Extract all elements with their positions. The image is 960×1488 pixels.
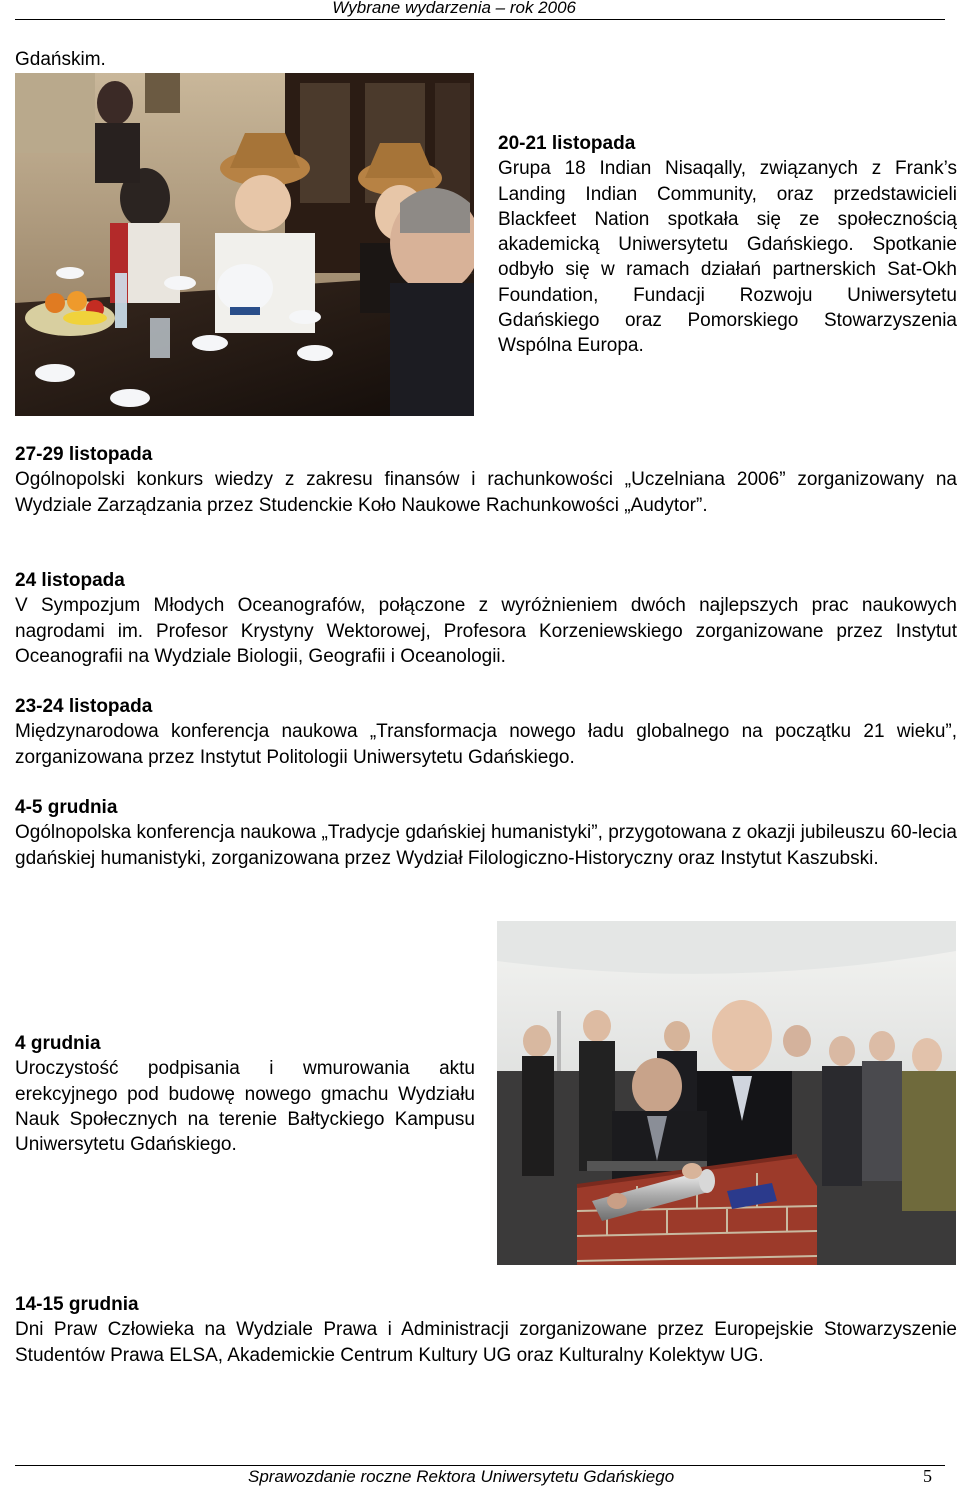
event-description: Ogólnopolska konferencja naukowa „Tradycje gdańskiej humanistyki”, przygotowana z okazji jubileuszu 60-lecia gdańskiej humanistyki, zorganizowana przez Wydział Filologiczno-Historyczny oraz Instytut Kaszubski.: [15, 822, 957, 869]
event-date: 27-29 listopada: [15, 444, 153, 465]
intro-text: Gdańskim.: [15, 49, 106, 70]
footer-rule: [15, 1465, 945, 1466]
event-23-24-listopada: [15, 694, 957, 770]
event-20-21-listopada: [498, 131, 957, 359]
header-rule: [15, 19, 945, 20]
event-description: Ogólnopolski konkurs wiedzy z zakresu finansów i rachunkowości „Uczelniana 2006” zorganizowany na Wydziale Zarządzania przez Studenckie Koło Naukowe Rachunkowości „Audytor”.: [15, 469, 957, 516]
running-footer: Sprawozdanie roczne Rektora Uniwersytetu Gdańskiego: [248, 1467, 675, 1486]
page-number: 5: [923, 1466, 932, 1486]
event-24-listopada: [15, 568, 957, 669]
running-header: Wybrane wydarzenia – rok 2006: [332, 0, 576, 17]
photo-cornerstone-ceremony: [497, 921, 956, 1265]
event-description: Grupa 18 Indian Nisaqally, związanych z Frank’s Landing Indian Community, oraz przedstawicieli Blackfeet Nation spotkała się ze społecznością akademicką Uniwersytetu Gdańskiego. Spotkanie odbyło się w ramach działań partnerskich Sat-Okh Foundation, Fundacji Rozwoju Uniwersytetu Gdańskiego oraz Pomorskiego Stowarzyszenia Wspólna Europa.: [498, 158, 957, 357]
event-description: Dni Praw Człowieka na Wydziale Prawa i Administracji zorganizowane przez Europejskie Stowarzyszenie Studentów Prawa ELSA, Akademickie Centrum Kultury UG oraz Kulturalny Kolektyw UG.: [15, 1319, 957, 1366]
event-4-5-grudnia: [15, 795, 957, 871]
event-description: Międzynarodowa konferencja naukowa „Transformacja nowego ładu globalnego na początku 21 wieku”, zorganizowana przez Instytut Politologii Uniwersytetu Gdańskiego.: [15, 721, 957, 768]
event-description: Uroczystość podpisania i wmurowania aktu erekcyjnego pod budowę nowego gmachu Wydziału Nauk Społecznych na terenie Bałtyckiego Kampusu Uniwersytetu Gdańskiego.: [15, 1058, 475, 1156]
event-date: 4 grudnia: [15, 1033, 101, 1054]
event-27-29-listopada: [15, 442, 957, 518]
photo-indian-delegation-meeting: [15, 73, 474, 416]
event-4-grudnia: [15, 1031, 475, 1157]
event-date: 24 listopada: [15, 570, 125, 591]
event-date: 23-24 listopada: [15, 696, 153, 717]
event-date: 4-5 grudnia: [15, 797, 118, 818]
event-date: 20-21 listopada: [498, 133, 636, 154]
event-14-15-grudnia: [15, 1292, 957, 1368]
event-description: V Sympozjum Młodych Oceanografów, połączone z wyróżnieniem dwóch najlepszych prac naukowych nagrodami im. Profesor Krystyny Wektorowej, Profesora Korzeniewskiego zorganizowane przez Instytut Oceanografii na Wydziale Biologii, Geografii i Oceanologii.: [15, 595, 957, 667]
event-date: 14-15 grudnia: [15, 1294, 139, 1315]
